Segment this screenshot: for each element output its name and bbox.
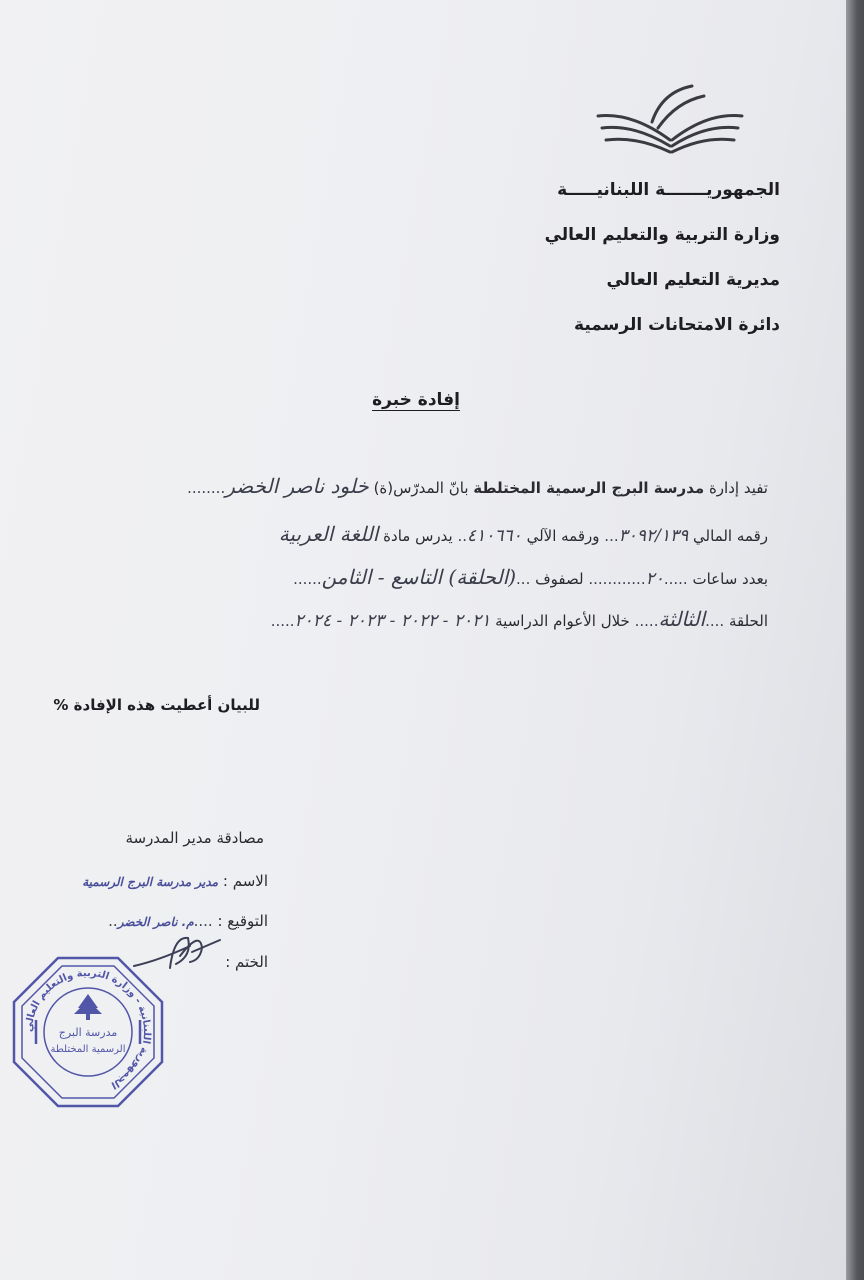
signature-label: التوقيع : [217,912,268,930]
signature-field: التوقيع : ....م. ناصر الخضر.. [108,912,268,930]
cycle-value: الثالثة [658,607,706,631]
subject-label: يدرس مادة [383,527,453,545]
seal-field [225,953,268,971]
official-seal [8,952,168,1112]
body-line-1: تفيد إدارة مدرسة البرج الرسمية المختلطة بانّ المدرّس(ة) خلود ناصر الخضر........ [187,474,768,498]
school-name: مدرسة البرج الرسمية المختلطة [473,479,705,497]
approval-heading: مصادقة مدير المدرسة [125,829,264,847]
department-line: دائرة الامتحانات الرسمية [574,315,780,335]
teacher-name: خلود ناصر الخضر [225,474,369,498]
seal-center-line2: الرسمية المختلطة [50,1044,126,1055]
page-shadow-edge [846,0,864,1280]
document-title: إفادة خبرة [372,390,460,410]
name-stamp: مدير مدرسة البرج الرسمية [82,875,219,889]
hours-label: بعدد ساعات [692,570,768,588]
directorate-line: مديرية التعليم العالي [606,270,780,290]
name-field [82,872,268,890]
closing-statement: للبيان أعطيت هذه الإفادة % [53,696,260,714]
computer-label: ورقمه الآلي [526,527,600,545]
body-line-3: بعدد ساعات .....٢٠............ لصفوف ...(الحلقة) التاسع - الثامن...... [293,565,768,589]
line1-suffix: بانّ المدرّس(ة) [373,479,469,497]
computer-number: ٤١٠٦٦٠ [467,526,522,546]
republic-line: الجمهوريـــــــة اللبنانيـــــة [557,180,780,200]
name-label: الاسم : [222,872,268,890]
open-book-logo-icon [592,82,752,162]
body-line-2: رقمه المالي ٣٠٩٢/١٣٩... ورقمه الآلي ٤١٠٦٦٠.. يدرس مادة اللغة العربية [278,522,768,546]
classes-label: لصفوف [535,570,584,588]
body-line-4: الحلقة ....الثالثة..... خلال الأعوام الدراسية ٢٠٢١ - ٢٠٢٢ - ٢٠٢٣ - ٢٠٢٤..... [270,607,768,631]
seal-center-line1: مدرسة البرج [58,1026,118,1039]
hours-value: ٢٠ [645,569,664,589]
seal-label: الختم : [225,953,268,971]
seal-ring-text: الجمهورية اللبنانية - وزارة التربية والتعليم العالي [23,967,153,1091]
financial-number: ٣٠٩٢/١٣٩ [618,526,689,546]
classes-value: (الحلقة) التاسع - الثامن [321,565,517,589]
letterhead [545,168,780,348]
cedar-tree-icon [74,994,102,1020]
years-value: ٢٠٢١ - ٢٠٢٢ - ٢٠٢٣ - ٢٠٢٤ [294,611,491,631]
signature-stamp: م. ناصر الخضر [117,915,194,929]
ministry-line: وزارة التربية والتعليم العالي [544,225,780,245]
subject-value: اللغة العربية [278,522,379,546]
cycle-label: الحلقة [728,612,768,630]
years-label: خلال الأعوام الدراسية [495,612,630,630]
line1-prefix: تفيد إدارة [708,479,768,497]
financial-label: رقمه المالي [693,527,768,545]
